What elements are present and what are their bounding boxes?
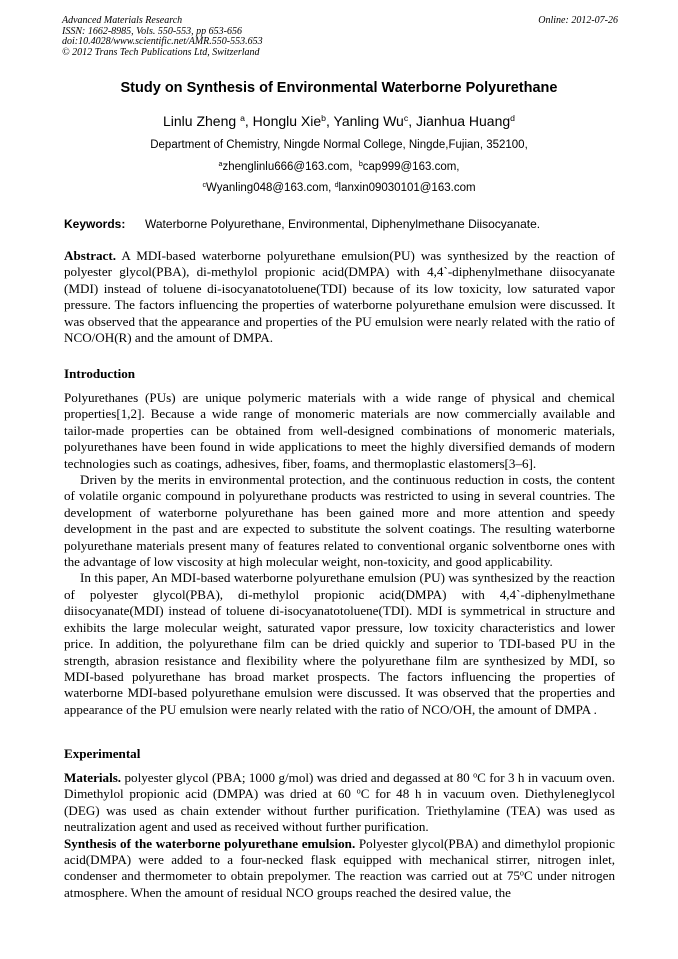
author-separator: , [244, 113, 253, 129]
author-name: Honglu Xie [252, 113, 322, 129]
paper-title: Study on Synthesis of Environmental Waterborne Polyurethane [120, 80, 558, 96]
author-list [0, 113, 678, 129]
introduction-heading: Introduction [64, 366, 136, 381]
author-name: Yanling Wu [333, 113, 404, 129]
author-separator: , [326, 113, 334, 129]
abstract-text: A MDI-based waterborne polyurethane emulsion(PU) was synthesized by the reaction of polyester glycol(PBA), di-methylol propionic acid(DMPA) with 4,4`-diphenylmethane diisocyanate (MDI) instead of toluene di-isocyanatotoluene(TDI) because of its low toxicity, low saturated vapor pressure. The factors influencing the properties of waterborne polyurethane emulsion were discussed. It was observed that the appearance and properties of the PU emulsion were nearly related with the ratio of NCO/OH(R) and the amount of DMPA. [64, 248, 615, 346]
email-marker: d [334, 181, 339, 190]
author-name: Jianhua Huang [415, 113, 511, 129]
materials-label: Materials. [64, 770, 122, 785]
affiliation: Department of Chemistry, Ningde Normal College, Ningde,Fujian, 352100, [150, 139, 528, 151]
synthesis-text: C under nitrogen atmosphere. When the amount of residual NCO groups reached the desired value, the [64, 868, 615, 900]
synthesis-label: Synthesis of the waterborne polyurethane emulsion. [64, 835, 356, 851]
keywords-label: Keywords: [64, 217, 126, 231]
email-b[interactable]: cap999@163.com, [362, 161, 460, 173]
email-a[interactable]: zhenglinlu666@163.com, [222, 161, 353, 173]
degree-marker: o [519, 868, 524, 878]
degree-marker: o [356, 786, 361, 796]
journal-header [62, 16, 618, 58]
email-marker: a [218, 160, 223, 169]
author-marker: a [240, 113, 245, 124]
introduction-body [64, 390, 615, 718]
synthesis-text: Polyester glycol(PBA) and dimethylol propionic acid(DMPA) were added to a four-necked flask equipped with mechanical stirrer, nitrogen inlet, condenser and thermometer to obtain prepolymer. The reaction was carried out at 75 [64, 835, 615, 884]
materials-text: C for 3 h in vacuum oven. Dimethylol propionic acid (DMPA) was dried at 60 [64, 770, 615, 802]
keywords-line [64, 217, 624, 231]
experimental-body [64, 770, 615, 901]
keywords-text: Waterborne Polyurethane, Environmental, Diphenylmethane Diisocyanate. [145, 217, 541, 231]
email-line-1 [0, 161, 678, 173]
author-marker: d [510, 113, 515, 124]
intro-paragraph-1: Polyurethanes (PUs) are unique polymeric materials with a wide range of physical and chemical properties[1,2]. Because a wide range of monomeric materials are now commercially available and tailor-made properties can be obtained from well-designed combinations of monomeric materials, polyurethanes have been found in wide applications to meet the highly diversified demands of modern technologies such as coatings, adhesives, fiber, foams, and thermoplastic elastomers[3–6]. [64, 390, 615, 471]
journal-name: Advanced Materials Research [62, 15, 183, 26]
author-marker: c [403, 113, 409, 124]
synthesis-paragraph [64, 836, 615, 902]
materials-text: polyester glycol (PBA; 1000 g/mol) was dried and degassed at 80 [121, 770, 474, 785]
abstract [64, 248, 615, 346]
copyright-line: © 2012 Trans Tech Publications Ltd, Switzerland [62, 46, 260, 58]
materials-text: C for 48 h in vacuum oven. Diethyleneglycol (DEG) was used as chain extender without further purification. Triethylamine (TEA) was used as neutralization agent and used as received without further purification. [64, 786, 615, 835]
author-marker: b [321, 113, 326, 124]
author-separator: , [408, 113, 416, 129]
issn-line: ISSN: 1662-8985, Vols. 550-553, pp 653-656 [62, 25, 242, 37]
author-name: Linlu Zheng [163, 113, 241, 129]
materials-paragraph [64, 770, 615, 836]
email-marker: b [358, 160, 363, 169]
email-c[interactable]: Wyanling048@163.com, [206, 182, 332, 194]
abstract-label: Abstract. [64, 248, 116, 263]
doi-line: doi:10.4028/www.scientific.net/AMR.550-553.653 [62, 36, 263, 47]
email-d[interactable]: lanxin09030101@163.com [338, 182, 476, 194]
email-line-2 [0, 182, 678, 194]
experimental-heading: Experimental [64, 746, 141, 761]
degree-marker: o [473, 770, 478, 780]
intro-paragraph-3: In this paper, An MDI-based waterborne polyurethane emulsion (PU) was synthesized by the reaction of polyester glycol(PBA), di-methylol propionic acid(DMPA) with 4,4`-diphenylmethane diisocyanate(MDI) instead of toluene di-isocyanatotoluene(TDI). MDI is symmetrical in structure and exhibits the large molecular weight, saturated vapor pressure, low toxicity characteristics and lower price. In addition, the polyurethane film can be dried quickly and superior to TDI-based PU in the strength, abrasion resistance and flexibility where the polyurethane film are synthesized by MDI, so MDI-based polyurethane has broad market prospects. The factors influencing the properties of waterborne MDI-based polyurethane emulsion were discussed. It was observed that the properties and appearance of the PU emulsion were nearly related with the ratio of NCO/OH, the amount of DMPA . [64, 570, 615, 717]
email-marker: c [202, 181, 206, 190]
intro-paragraph-2: Driven by the merits in environmental protection, and the continuous reduction in costs, the content of volatile organic compound in polyurethane products was restricted to using in several countries. The development of waterborne polyurethane has been gained more and more attention and speedy development in the past and are expected to substitute the solvent coatings. The resulting waterborne polyurethane materials present many of features related to conventional organic solventborne ones with the advantage of low viscosity at high molecular weight, non-toxicity, and good applicability. [64, 472, 615, 570]
online-date: Online: 2012-07-26 [538, 15, 618, 26]
